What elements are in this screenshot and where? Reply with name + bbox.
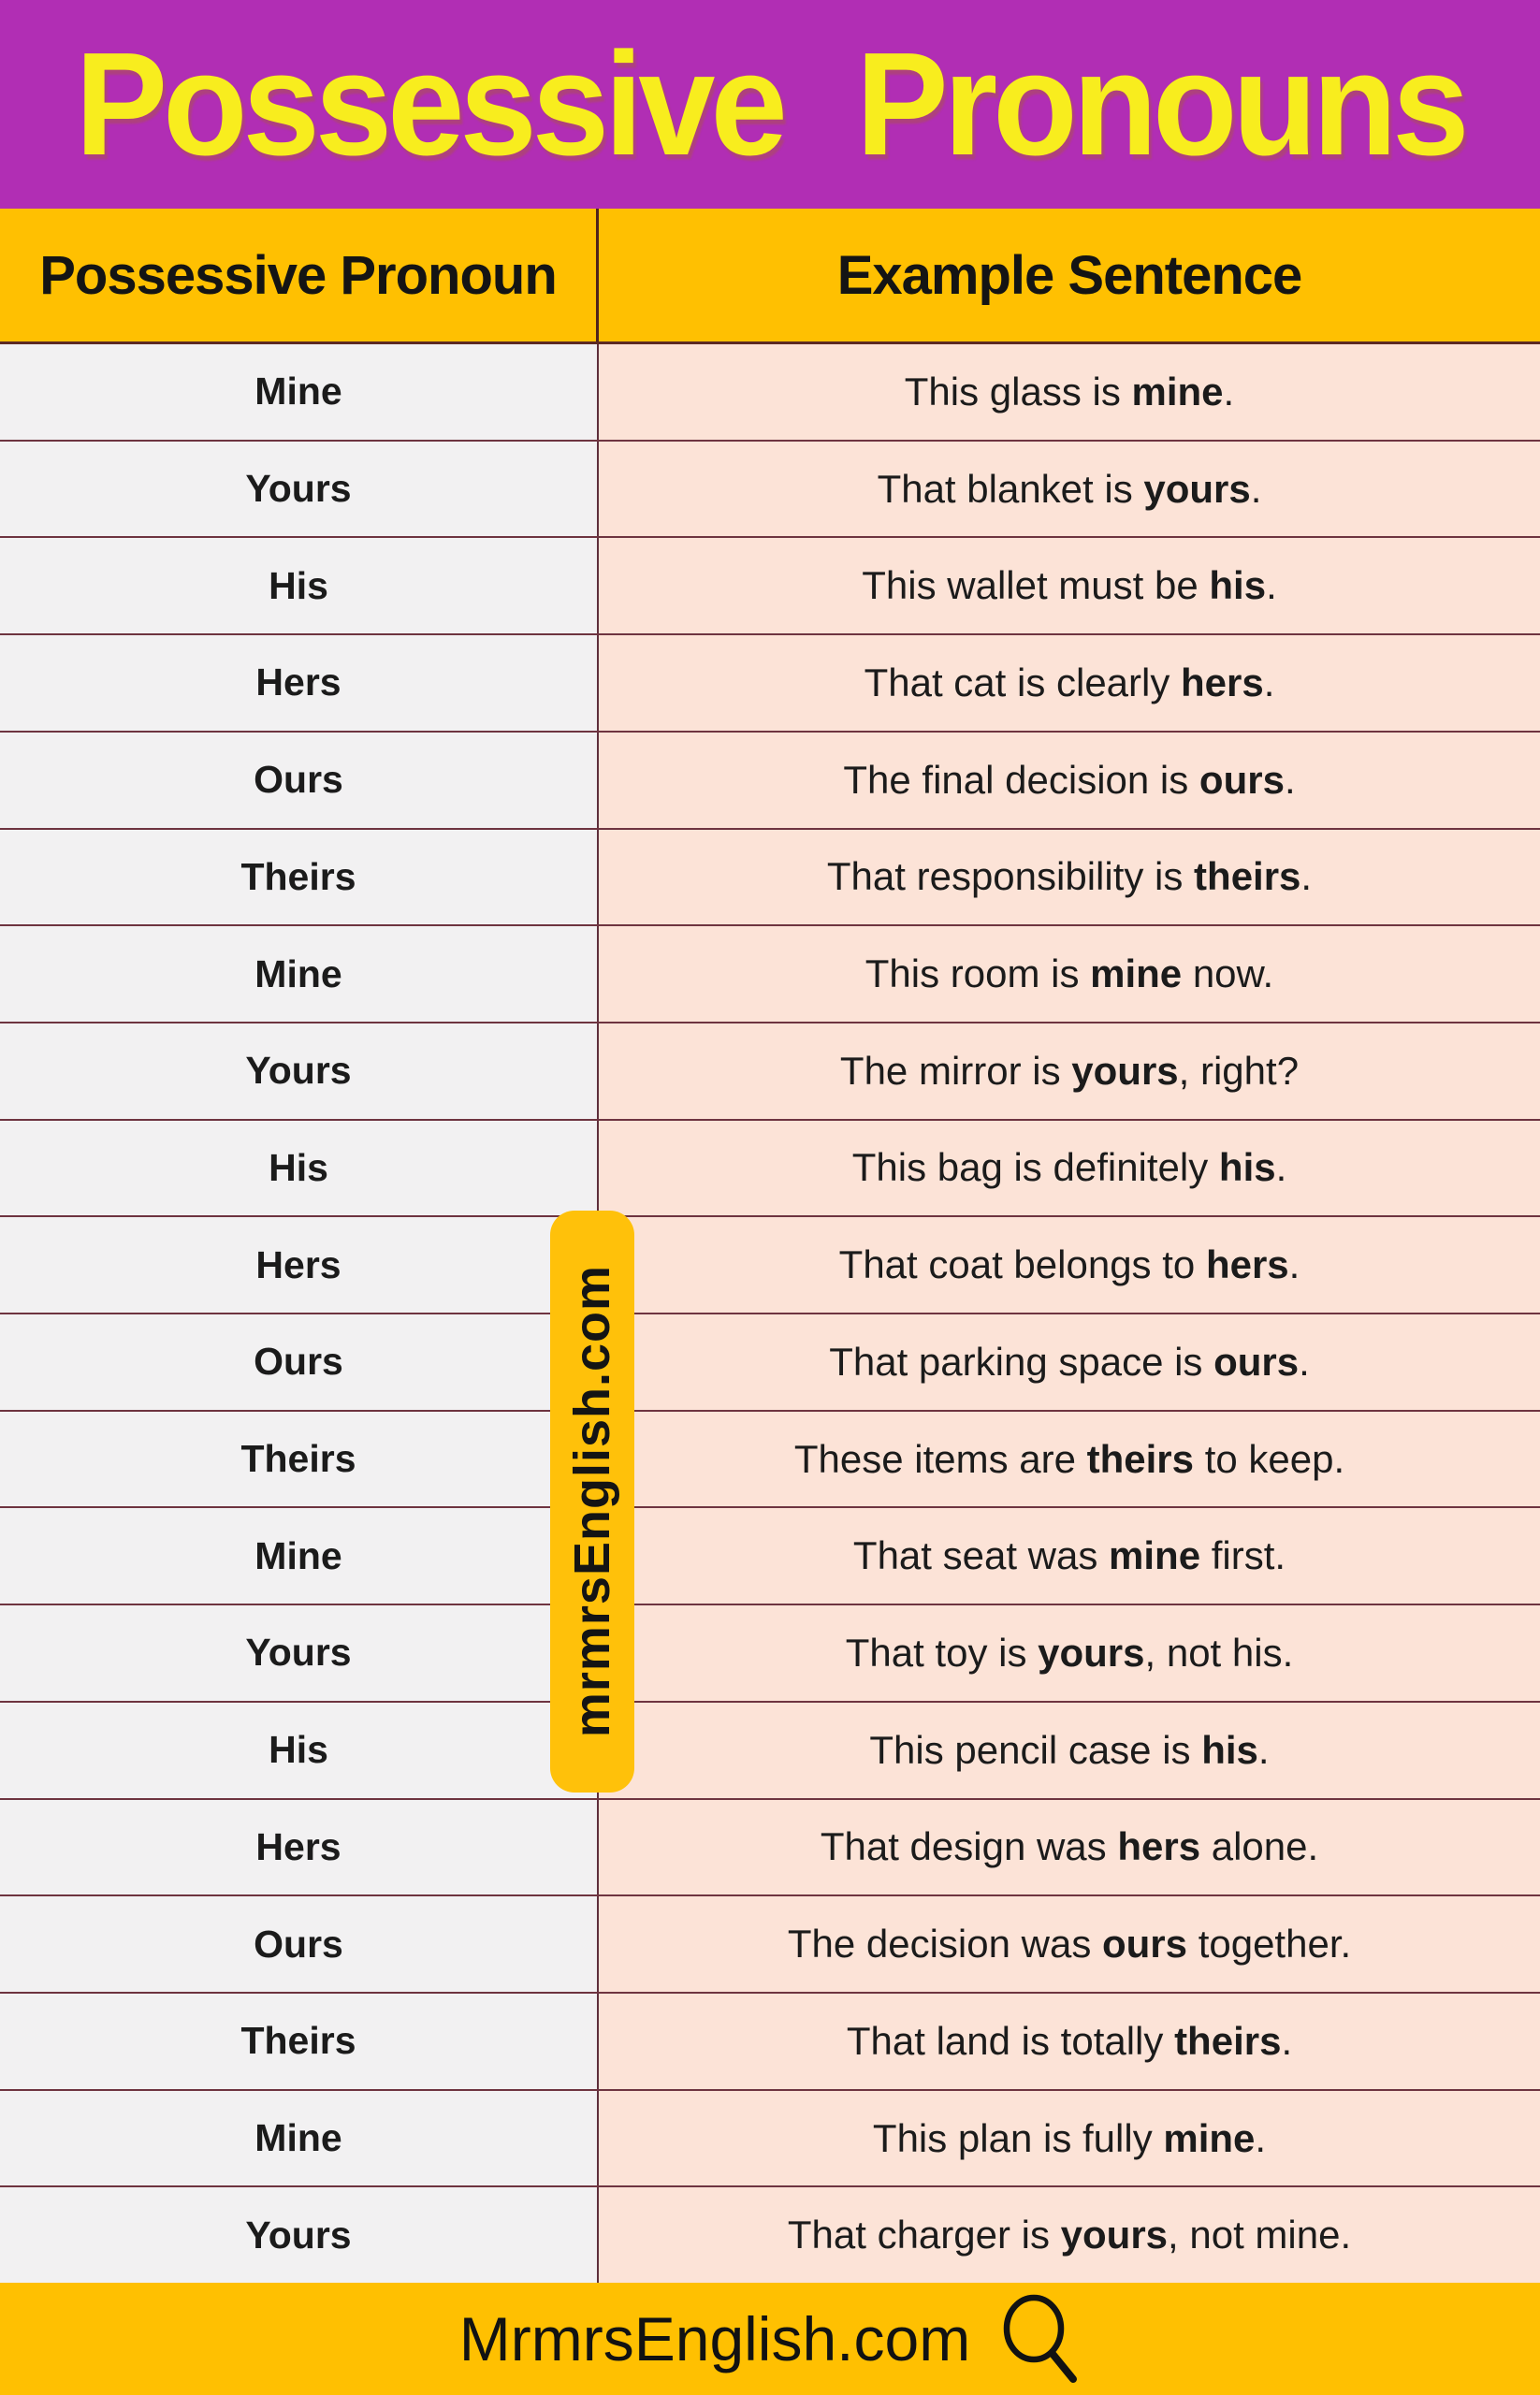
pronoun-cell: Ours — [0, 733, 599, 828]
table-row — [0, 1022, 1540, 1119]
table-row — [0, 2089, 1540, 2186]
search-icon — [998, 2293, 1081, 2385]
col-header-pronoun: Possessive Pronoun — [0, 209, 599, 341]
page-title: Possessive Pronouns — [75, 22, 1465, 186]
example-cell: That seat was mine first. — [599, 1508, 1540, 1604]
pronoun-cell: Theirs — [0, 830, 599, 925]
table-row — [0, 1506, 1540, 1604]
example-cell: That charger is yours , not mine. — [599, 2187, 1540, 2283]
table-row — [0, 1992, 1540, 2089]
table-row — [0, 2185, 1540, 2283]
example-cell: This plan is fully mine . — [599, 2091, 1540, 2186]
pronoun-cell: Yours — [0, 2187, 599, 2283]
example-cell: This glass is mine . — [599, 344, 1540, 440]
table-row — [0, 1215, 1540, 1313]
table-row — [0, 1410, 1540, 1507]
table-row — [0, 1119, 1540, 1216]
example-cell: This bag is definitely his . — [599, 1121, 1540, 1216]
pronoun-cell: Hers — [0, 635, 599, 731]
pronoun-cell: Yours — [0, 442, 599, 537]
example-cell: The final decision is ours . — [599, 733, 1540, 828]
pronoun-cell: His — [0, 1121, 599, 1216]
table-row — [0, 344, 1540, 440]
footer — [0, 2283, 1540, 2395]
example-cell: This pencil case is his . — [599, 1703, 1540, 1798]
pronoun-cell: Yours — [0, 1605, 599, 1701]
table-row — [0, 1894, 1540, 1992]
example-cell: That responsibility is theirs . — [599, 830, 1540, 925]
table-row — [0, 1313, 1540, 1410]
example-cell: That land is totally theirs . — [599, 1994, 1540, 2089]
title-banner — [0, 0, 1540, 209]
table-header — [0, 209, 1540, 344]
pronoun-cell: Mine — [0, 1508, 599, 1604]
table-row — [0, 1798, 1540, 1895]
example-cell: That parking space is ours . — [599, 1314, 1540, 1410]
example-cell: These items are theirs to keep. — [599, 1412, 1540, 1507]
watermark-badge — [550, 1211, 634, 1793]
example-cell: That cat is clearly hers . — [599, 635, 1540, 731]
table-row — [0, 536, 1540, 633]
footer-site-text: MrmrsEnglish.com — [458, 2304, 971, 2373]
pronoun-cell: Mine — [0, 2091, 599, 2186]
example-cell: That toy is yours , not his. — [599, 1605, 1540, 1701]
table-row — [0, 1701, 1540, 1798]
watermark-text: mrmrsEnglish.com — [564, 1265, 620, 1738]
pronoun-cell: His — [0, 1703, 599, 1798]
pronoun-cell: Yours — [0, 1023, 599, 1119]
table-row — [0, 924, 1540, 1022]
example-cell: That blanket is yours . — [599, 442, 1540, 537]
pronoun-cell: Hers — [0, 1217, 599, 1313]
example-cell: This wallet must be his . — [599, 538, 1540, 633]
pronoun-cell: Theirs — [0, 1412, 599, 1507]
table-row — [0, 440, 1540, 537]
example-cell: The decision was ours together. — [599, 1896, 1540, 1992]
example-cell: The mirror is yours , right? — [599, 1023, 1540, 1119]
table-row — [0, 633, 1540, 731]
table-row — [0, 1604, 1540, 1701]
example-cell: This room is mine now. — [599, 926, 1540, 1022]
pronoun-cell: Mine — [0, 926, 599, 1022]
pronoun-cell: Ours — [0, 1896, 599, 1992]
pronoun-cell: Ours — [0, 1314, 599, 1410]
pronoun-cell: Mine — [0, 344, 599, 440]
pronoun-cell: His — [0, 538, 599, 633]
example-cell: That coat belongs to hers . — [599, 1217, 1540, 1313]
table-row — [0, 731, 1540, 828]
table-row — [0, 828, 1540, 925]
pronoun-cell: Hers — [0, 1800, 599, 1895]
table-body — [0, 344, 1540, 2283]
col-header-example: Example Sentence — [836, 244, 1302, 306]
example-cell: That design was hers alone. — [599, 1800, 1540, 1895]
pronoun-cell: Theirs — [0, 1994, 599, 2089]
